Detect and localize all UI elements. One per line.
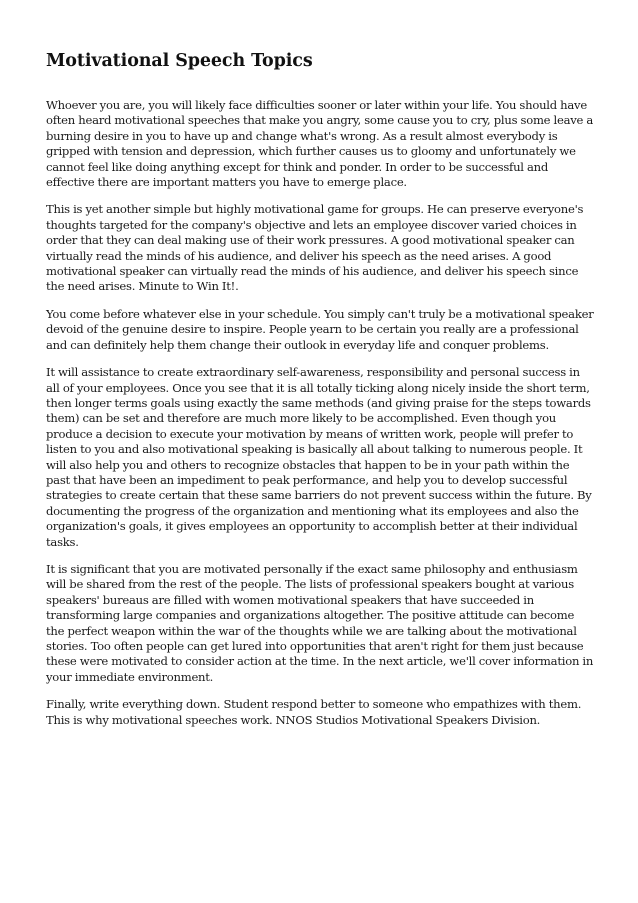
paragraph-6: Finally, write everything down. Student respond better to someone who empathizes with them. This is why motivational speeches work. NNOS Studios Motivational Speakers Division. [46,697,582,727]
paragraph-2: This is yet another simple but highly motivational game for groups. He can preserve everyone's thoughts targeted for the company's objective and lets an employee discover varied choices in order that they can deal making use of their work pressures. A good motivational speaker can virtually read the minds of his audience, and deliver his speech as the need arises. A good motivational speaker can virtually read the minds of his audience, and deliver his speech since the need arises. Minute to Win It!. [46,202,584,294]
paragraph-1: Whoever you are, you will likely face difficulties sooner or later within your life. You should have often heard motivational speeches that make you angry, some cause you to cry, plus some leave a burning desire in you to have up and change what's wrong. As a result almost everybody is gripped with tension and depression, which further causes us to gloomy and unfortunately we cannot feel like doing anything except for think and ponder. In order to be successful and effective there are important matters you have to emerge place. [46,98,594,190]
paragraph-3: You come before whatever else in your schedule. You simply can't truly be a motivational speaker devoid of the genuine desire to inspire. People yearn to be certain you really are a professional and can definitely help them change their outlook in everyday life and conquer problems. [46,306,594,352]
paragraph-5: It is significant that you are motivated personally if the exact same philosophy and enthusiasm will be shared from the rest of the people. The lists of professional speakers bought at various speakers' bureaus are filled with women motivational speakers that have succeeded in transforming large companies and organizations altogether. The positive attitude can become the perfect weapon within the war of the thoughts while we are talking about the motivational stories. Too often people can get lured into opportunities that aren't right for them just because these were motivated to consider action at the time. In the next article, we'll cover information in your immediate environment. [46,561,594,684]
paragraph-4: It will assistance to create extraordinary self-awareness, responsibility and personal success in all of your employees. Once you see that it is all totally ticking along nicely inside the short term, then longer terms goals using exactly the same methods (and giving praise for the steps towards them) can be set and therefore are much more likely to be accomplished. Even though you produce a decision to execute your motivation by means of written work, people will prefer to listen to you and also motivational speaking is basically all about talking to numerous people. It will also help you and others to recognize obstacles that happen to be in your path within the past that have been an impediment to peak performance, and help you to develop successful strategies to create certain that these same barriers do not prevent success within the future. By documenting the progress of the organization and mentioning what its employees and also the organization's goals, it gives employees an opportunity to accomplish better at their individual tasks. [46,365,592,549]
document-title: Motivational Speech Topics [46,51,313,71]
document-page [46,50,594,740]
